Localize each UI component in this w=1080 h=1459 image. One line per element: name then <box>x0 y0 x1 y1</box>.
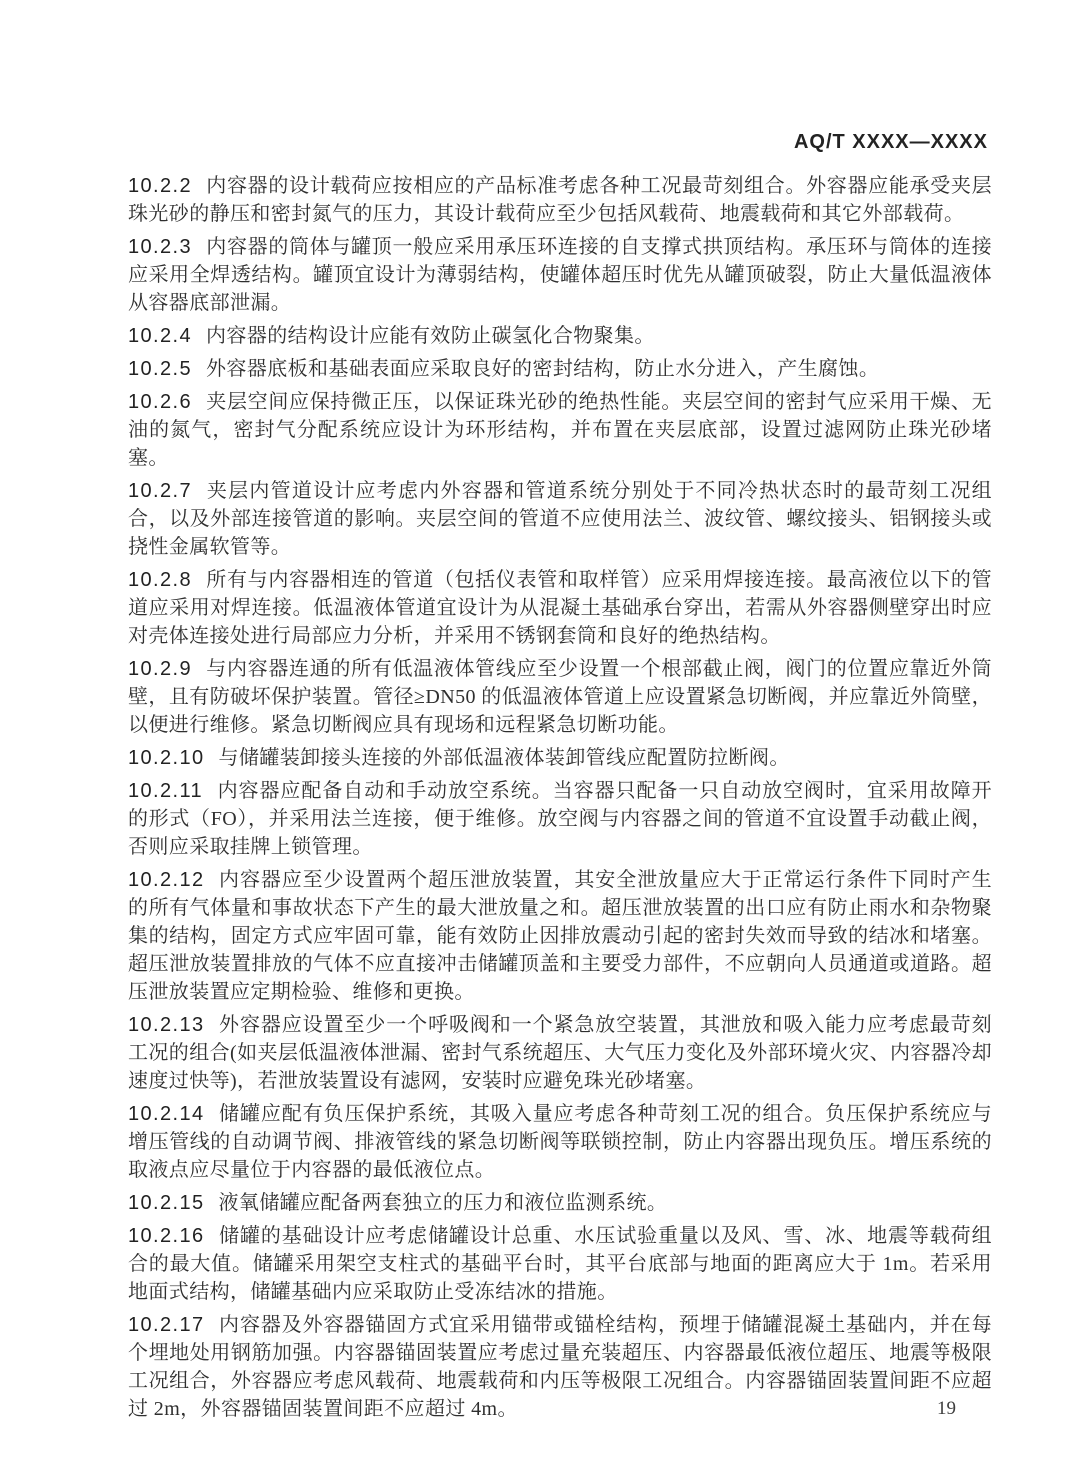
clause-number: 10.2.4 <box>128 325 193 347</box>
page-header <box>128 131 988 154</box>
clause-text: 内容器的设计载荷应按相应的产品标准考虑各种工况最苛刻组合。外容器应能承受夹层珠光砂的静压和密封氮气的压力，其设计载荷应至少包括风载荷、地震载荷和其它外部载荷。 <box>128 175 992 225</box>
clause-number: 10.2.5 <box>128 358 193 380</box>
clause-text: 内容器应配备自动和手动放空系统。当容器只配备一只自动放空阀时，宜采用故障开的形式（FO），并采用法兰连接，便于维修。放空阀与内容器之间的管道不宜设置手动截止阀，否则应采取挂牌上锁管理。 <box>128 780 992 858</box>
clause-paragraph <box>128 172 992 228</box>
clause-text: 所有与内容器相连的管道（包括仪表管和取样管）应采用焊接连接。最高液位以下的管道应采用对焊连接。低温液体管道宜设计为从混凝土基础承台穿出，若需从外容器侧壁穿出时应对壳体连接处进行局部应力分析，并采用不锈钢套筒和良好的绝热结构。 <box>128 569 992 647</box>
clause-text: 内容器的筒体与罐顶一般应采用承压环连接的自支撑式拱顶结构。承压环与筒体的连接应采用全焊透结构。罐顶宜设计为薄弱结构，使罐体超压时优先从罐顶破裂，防止大量低温液体从容器底部泄漏。 <box>128 236 992 314</box>
clause-paragraph <box>128 322 992 350</box>
clause-number: 10.2.9 <box>128 658 193 680</box>
clause-paragraph <box>128 1189 992 1217</box>
clause-number: 10.2.2 <box>128 175 193 197</box>
clause-list <box>128 167 992 1428</box>
clause-paragraph <box>128 1222 992 1306</box>
clause-text: 内容器应至少设置两个超压泄放装置，其安全泄放量应大于正常运行条件下同时产生的所有气体量和事故状态下产生的最大泄放量之和。超压泄放装置的出口应有防止雨水和杂物聚集的结构，固定方式应牢固可靠，能有效防止因排放震动引起的密封失效而导致的结冰和堵塞。超压泄放装置排放的气体不应直接冲击储罐顶盖和主要受力部件，不应朝向人员通道或道路。超压泄放装置应定期检验、维修和更换。 <box>128 869 992 1003</box>
clause-text: 内容器及外容器锚固方式宜采用锚带或锚栓结构，预埋于储罐混凝土基础内，并在每个埋地处用钢筋加强。内容器锚固装置应考虑过量充装超压、内容器最低液位超压、地震等极限工况组合，外容器应考虑风载荷、地震载荷和内压等极限工况组合。内容器锚固装置间距不应超过 2m，外容器锚固装置间距不应超过 4m。 <box>128 1314 992 1420</box>
clause-number: 10.2.11 <box>128 780 204 802</box>
clause-paragraph <box>128 1011 992 1095</box>
standard-code: AQ/T XXXX—XXXX <box>793 131 988 153</box>
clause-text: 储罐应配有负压保护系统，其吸入量应考虑各种苛刻工况的组合。负压保护系统应与增压管线的自动调节阀、排液管线的紧急切断阀等联锁控制，防止内容器出现负压。增压系统的取液点应尽量位于内容器的最低液位点。 <box>128 1103 992 1181</box>
clause-paragraph <box>128 477 992 561</box>
clause-paragraph <box>128 1100 992 1184</box>
clause-text: 内容器的结构设计应能有效防止碳氢化合物聚集。 <box>206 325 655 347</box>
clause-number: 10.2.7 <box>128 480 193 502</box>
clause-number: 10.2.16 <box>128 1225 205 1247</box>
clause-paragraph <box>128 655 992 739</box>
clause-paragraph <box>128 233 992 317</box>
clause-paragraph <box>128 355 992 383</box>
clause-paragraph <box>128 566 992 650</box>
clause-paragraph <box>128 744 992 772</box>
clause-number: 10.2.15 <box>128 1192 205 1214</box>
clause-paragraph <box>128 866 992 1006</box>
page-footer <box>128 1398 988 1420</box>
clause-text: 夹层内管道设计应考虑内外容器和管道系统分别处于不同冷热状态时的最苛刻工况组合，以及外部连接管道的影响。夹层空间的管道不应使用法兰、波纹管、螺纹接头、铝钢接头或挠性金属软管等。 <box>128 480 992 558</box>
clause-number: 10.2.3 <box>128 236 193 258</box>
page-number: 19 <box>937 1398 956 1419</box>
clause-number: 10.2.17 <box>128 1314 205 1336</box>
clause-number: 10.2.12 <box>128 869 205 891</box>
clause-number: 10.2.14 <box>128 1103 205 1125</box>
clause-number: 10.2.10 <box>128 747 205 769</box>
clause-text: 与储罐装卸接头连接的外部低温液体装卸管线应配置防拉断阀。 <box>218 747 790 769</box>
clause-text: 与内容器连通的所有低温液体管线应至少设置一个根部截止阀，阀门的位置应靠近外筒壁，且有防破坏保护装置。管径≥DN50 的低温液体管道上应设置紧急切断阀，并应靠近外筒壁，以便进行维修。紧急切断阀应具有现场和远程紧急切断功能。 <box>128 658 992 736</box>
clause-text: 外容器应设置至少一个呼吸阀和一个紧急放空装置，其泄放和吸入能力应考虑最苛刻工况的组合(如夹层低温液体泄漏、密封气系统超压、大气压力变化及外部环境火灾、内容器冷却速度过快等)，若泄放装置设有滤网，安装时应避免珠光砂堵塞。 <box>128 1014 992 1092</box>
clause-text: 液氧储罐应配备两套独立的压力和液位监测系统。 <box>218 1192 668 1214</box>
clause-text: 储罐的基础设计应考虑储罐设计总重、水压试验重量以及风、雪、冰、地震等载荷组合的最大值。储罐采用架空支柱式的基础平台时，其平台底部与地面的距离应大于 1m。若采用地面式结构，储罐基础内应采取防止受冻结冰的措施。 <box>128 1225 992 1303</box>
clause-text: 夹层空间应保持微正压，以保证珠光砂的绝热性能。夹层空间的密封气应采用干燥、无油的氮气，密封气分配系统应设计为环形结构，并布置在夹层底部，设置过滤网防止珠光砂堵塞。 <box>128 391 992 469</box>
clause-number: 10.2.13 <box>128 1014 205 1036</box>
clause-number: 10.2.6 <box>128 391 193 413</box>
clause-text: 外容器底板和基础表面应采取良好的密封结构，防止水分进入，产生腐蚀。 <box>206 358 880 380</box>
clause-number: 10.2.8 <box>128 569 193 591</box>
clause-paragraph <box>128 388 992 472</box>
clause-paragraph <box>128 777 992 861</box>
